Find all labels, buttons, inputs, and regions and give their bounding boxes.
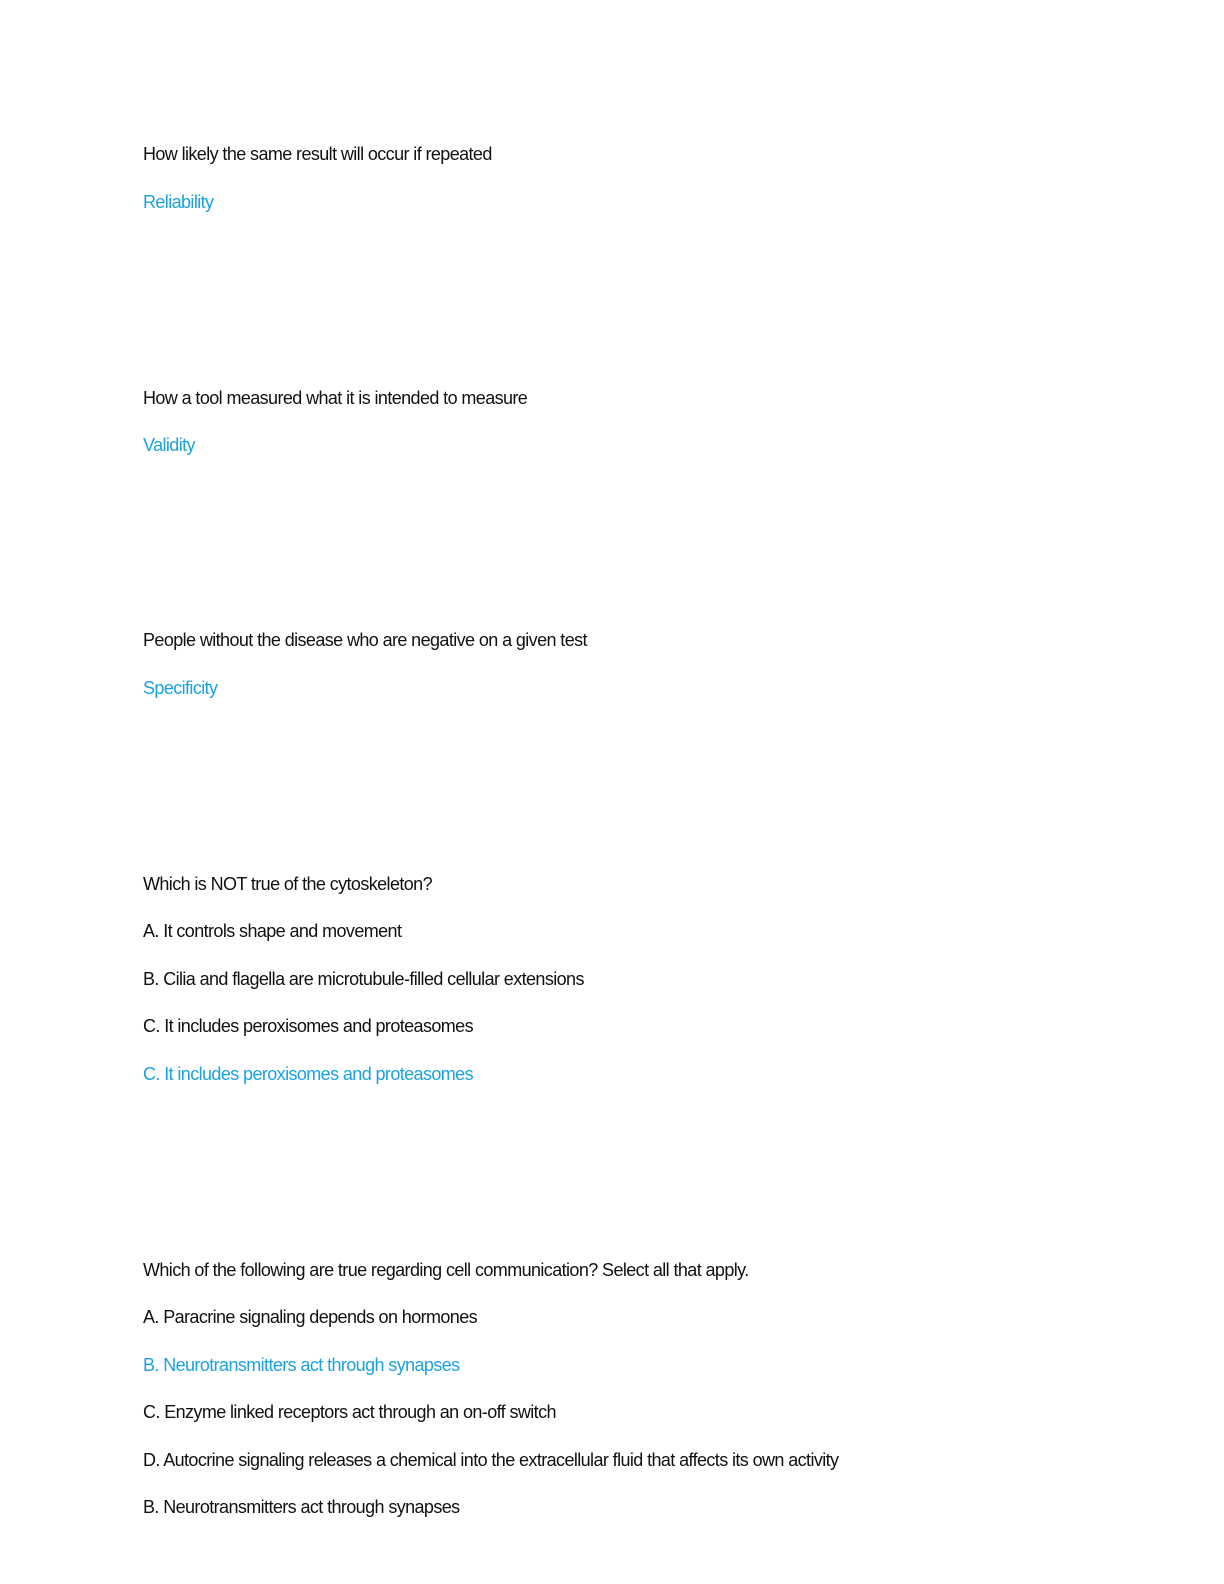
question-5-option-d: D. Autocrine signaling releases a chemical into the extracellular fluid that affects its own activity [143, 1450, 839, 1470]
question-2-text: How a tool measured what it is intended to measure [143, 388, 528, 408]
question-5-option-b: B. Neurotransmitters act through synapses [143, 1355, 460, 1375]
question-5-text: Which of the following are true regarding cell communication? Select all that apply. [143, 1260, 749, 1280]
question-4-option-a: A. It controls shape and movement [143, 921, 402, 941]
question-2-answer: Validity [143, 435, 195, 455]
question-5-option-c: C. Enzyme linked receptors act through an on-off switch [143, 1402, 556, 1422]
question-4-option-b: B. Cilia and flagella are microtubule-filled cellular extensions [143, 969, 584, 989]
question-4-text: Which is NOT true of the cytoskeleton? [143, 874, 433, 894]
question-3-answer: Specificity [143, 678, 218, 698]
question-1-text: How likely the same result will occur if repeated [143, 144, 492, 164]
question-4-option-c: C. It includes peroxisomes and proteasomes [143, 1016, 473, 1036]
question-5-option-a: A. Paracrine signaling depends on hormones [143, 1307, 478, 1327]
question-1-answer: Reliability [143, 192, 214, 212]
question-4-answer: C. It includes peroxisomes and proteasomes [143, 1064, 473, 1084]
question-3-text: People without the disease who are negative on a given test [143, 630, 587, 650]
question-5-answer: B. Neurotransmitters act through synapses [143, 1497, 460, 1517]
